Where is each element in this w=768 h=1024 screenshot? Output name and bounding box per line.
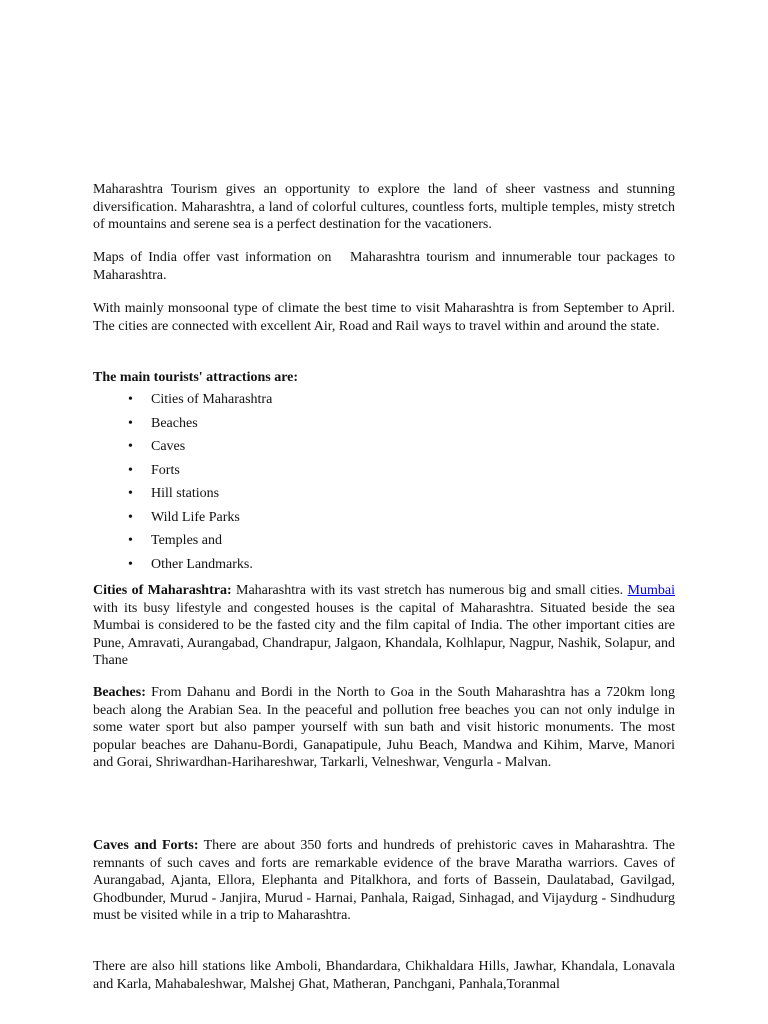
list-item-label: Beaches xyxy=(151,415,198,431)
caves-body: There are about 350 forts and hundreds of prehistoric caves in Maharashtra. The remnants of such caves and forts are remarkable evidence of the brave Maratha warriors. Caves of Aurangabad, Ajanta, Ellora, Elephanta and Pitalkhora, and forts of Bassein, Daulatabad, Gavilgad, Ghodbunder, Murud - Janjira, Murud - Harnai, Panhala, Raigad, Sinhagad, and Vijaydurg - Sindhudurg must be visited while in a trip to Maharashtra. xyxy=(93,838,675,923)
beaches-body: From Dahanu and Bordi in the North to Goa in the South Maharashtra has a 720km long beach along the Arabian Sea. In the peaceful and pollution free beaches you can not only indulge in some water sport but also pamper yourself with sun bath and visit historic monuments. The most popular beaches are Dahanu-Bordi, Ganapatipule, Juhu Beach, Mandwa and Kihim, Marve, Manori and Gorai, Shriwardhan-Harihareshwar, Tarkarli, Velneshwar, Vengurla - Malvan. xyxy=(93,685,675,770)
list-item xyxy=(128,532,272,556)
bullet-icon: • xyxy=(128,462,133,478)
beaches-label: Beaches: xyxy=(93,685,146,700)
list-item-label: Hill stations xyxy=(151,486,220,501)
cities-text xyxy=(93,582,675,670)
list-item-label: Temples and xyxy=(151,533,222,548)
attractions-heading xyxy=(93,369,675,387)
caves-text xyxy=(93,837,675,925)
beaches-text xyxy=(93,684,675,772)
list-item xyxy=(128,485,272,509)
bullet-icon: • xyxy=(128,556,133,572)
attractions-list xyxy=(128,391,272,579)
bullet-icon: • xyxy=(128,533,133,548)
list-item-label: Other Landmarks. xyxy=(151,556,253,572)
list-item xyxy=(128,509,272,533)
bullet-icon: • xyxy=(128,486,133,501)
list-item xyxy=(128,462,272,486)
bullet-icon: • xyxy=(128,415,133,431)
caves-label: Caves and Forts: xyxy=(93,838,199,853)
climate-text: With mainly monsoonal type of climate the best time to visit Maharashtra is from September to April. The cities are connected with excellent Air, Road and Rail ways to travel within and around the state. xyxy=(93,301,675,334)
attractions-heading-text: The main tourists' attractions are: xyxy=(93,370,299,385)
beaches-paragraph xyxy=(93,684,675,772)
maps-text: Maps of India offer vast information on Maharashtra tourism and innumerable tour packages to Maharashtra. xyxy=(93,250,679,283)
list-item-label: Wild Life Parks xyxy=(151,509,240,525)
list-item-label: Cities of Maharashtra xyxy=(151,392,273,407)
list-item xyxy=(128,438,272,462)
bullet-icon: • xyxy=(128,509,133,525)
intro-paragraph xyxy=(93,181,675,234)
list-item xyxy=(128,556,272,580)
caves-paragraph xyxy=(93,837,675,925)
list-item xyxy=(128,415,272,439)
cities-paragraph xyxy=(93,582,675,670)
bullet-icon: • xyxy=(128,439,133,454)
cities-text-part1: Maharashtra with its vast stretch has numerous big and small cities. xyxy=(231,583,628,598)
climate-paragraph xyxy=(93,300,675,335)
list-item-label: Forts xyxy=(151,462,180,478)
list-item-label: Caves xyxy=(151,439,186,454)
bullet-icon: • xyxy=(128,392,133,407)
hills-paragraph xyxy=(93,958,675,993)
mumbai-link[interactable]: Mumbai xyxy=(627,583,675,598)
hills-text: There are also hill stations like Amboli, Bhandardara, Chikhaldara Hills, Jawhar, Khandala, Lonavala and Karla, Mahabaleshwar, Malshej Ghat, Matheran, Panchgani, Panhala,Toranmal xyxy=(93,959,675,992)
cities-label: Cities of Maharashtra: xyxy=(93,583,232,598)
list-item xyxy=(128,391,272,415)
cities-text-part2: with its busy lifestyle and congested houses is the capital of Maharashtra. Situated beside the sea Mumbai is considered to be the fasted city and the film capital of India. The other important cities are Pune, Amravati, Aurangabad, Chandrapur, Jalgaon, Khandala, Kolhlapur, Nagpur, Nashik, Solapur, and Thane xyxy=(93,600,675,668)
intro-text: Maharashtra Tourism gives an opportunity to explore the land of sheer vastness and stunning diversification. Maharashtra, a land of colorful cultures, countless forts, multiple temples, misty stretch of mountains and serene sea is a perfect destination for the vacationers. xyxy=(93,182,675,232)
maps-paragraph xyxy=(93,249,679,284)
